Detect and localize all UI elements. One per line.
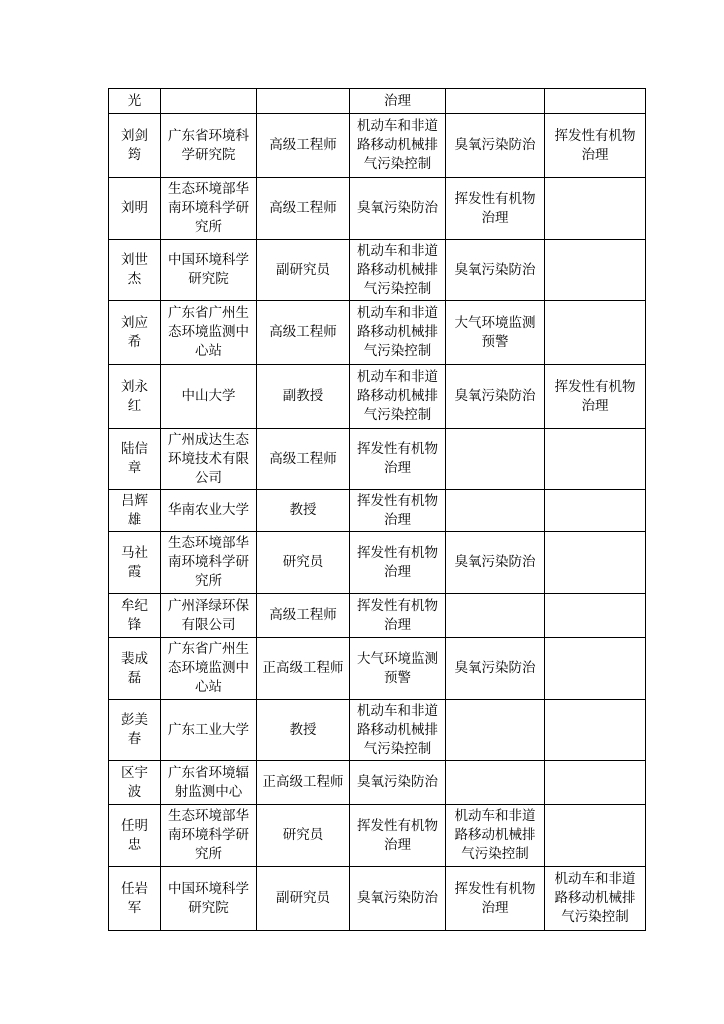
expert-name: 刘应 希 (121, 314, 148, 350)
expert-name: 牟纪 锋 (121, 597, 148, 633)
table-row (109, 532, 646, 594)
expert-name: 彭美 春 (121, 712, 148, 747)
field-3-cell (545, 594, 646, 638)
job-title: 教授 (289, 502, 317, 518)
organization-cell (161, 365, 257, 429)
job-title-cell (257, 429, 350, 490)
organization-cell (161, 490, 257, 532)
organization: 中山大学 (181, 388, 236, 404)
organization: 生态环境部华 南环境科学研 究所 (168, 808, 249, 862)
organization: 广东工业大学 (168, 721, 249, 738)
table-row (109, 365, 646, 429)
field-3-cell (545, 89, 646, 114)
job-title: 研究员 (282, 554, 324, 570)
field-3-cell (545, 490, 646, 532)
organization: 中国环境科学 研究院 (168, 880, 249, 916)
expert-name: 刘剑 筠 (121, 127, 148, 163)
field-3-cell (545, 700, 646, 761)
table-row (109, 240, 646, 301)
organization-cell (161, 700, 257, 761)
job-title-cell (257, 490, 350, 532)
field-1-cell (350, 700, 446, 761)
field-2: 臭氧污染防治 (454, 261, 536, 278)
organization-cell (161, 301, 257, 365)
field-2-cell (446, 700, 545, 761)
table-row (109, 490, 646, 532)
field-2-cell (446, 365, 545, 429)
organization-cell (161, 429, 257, 490)
organization: 生态环境部华 南环境科学研 究所 (168, 535, 249, 589)
job-title: 高级工程师 (269, 137, 337, 153)
field-1: 臭氧污染防治 (357, 200, 438, 216)
field-1-cell (350, 365, 446, 429)
field-1-cell (350, 532, 446, 594)
field-3-cell (545, 761, 646, 805)
job-title-cell (257, 638, 350, 700)
organization: 华南农业大学 (168, 502, 249, 518)
expert-name-cell (109, 867, 161, 931)
field-2-cell (446, 594, 545, 638)
organization-cell (161, 761, 257, 805)
field-2-cell (446, 178, 545, 240)
job-title-cell (257, 89, 350, 114)
table-row (109, 114, 646, 178)
field-3: 挥发性有机物 治理 (554, 127, 636, 163)
job-title: 教授 (289, 721, 317, 738)
field-3: 机动车和非道 路移动机械排 气污染控制 (554, 871, 636, 925)
field-1: 大气环境监测 预警 (357, 650, 438, 686)
field-2: 臭氧污染防治 (454, 137, 536, 153)
field-3-cell (545, 301, 646, 365)
organization-cell (161, 638, 257, 700)
organization: 广东省广州生 态环境监测中 心站 (168, 305, 249, 359)
field-2-cell (446, 114, 545, 178)
job-title: 高级工程师 (269, 324, 337, 340)
field-1-cell (350, 805, 446, 867)
job-title: 正高级工程师 (262, 774, 344, 790)
field-1: 挥发性有机物 治理 (357, 597, 438, 633)
expert-name: 裴成 磊 (121, 650, 148, 686)
organization-cell (161, 867, 257, 931)
field-1-cell (350, 240, 446, 301)
field-2-cell (446, 490, 545, 532)
field-1: 机动车和非道 路移动机械排 气污染控制 (357, 702, 438, 757)
field-3-cell (545, 178, 646, 240)
expert-name-cell (109, 429, 161, 490)
job-title-cell (257, 240, 350, 301)
table-row (109, 301, 646, 365)
field-2: 挥发性有机物 治理 (454, 190, 536, 226)
expert-name: 区宇 波 (121, 764, 148, 800)
field-3-cell (545, 805, 646, 867)
table-row (109, 429, 646, 490)
expert-name: 任岩 军 (121, 880, 148, 916)
field-1: 臭氧污染防治 (357, 774, 438, 790)
expert-table (108, 88, 646, 931)
expert-name: 吕辉 雄 (121, 492, 148, 528)
field-2-cell (446, 532, 545, 594)
field-3-cell (545, 429, 646, 490)
field-1: 治理 (384, 92, 411, 109)
expert-name: 任明 忠 (121, 817, 148, 853)
organization: 广东省环境辐 射监测中心 (168, 764, 249, 800)
organization-cell (161, 805, 257, 867)
field-2-cell (446, 301, 545, 365)
field-3-cell (545, 638, 646, 700)
table-row (109, 594, 646, 638)
table-row (109, 178, 646, 240)
job-title-cell (257, 700, 350, 761)
organization-cell (161, 89, 257, 114)
job-title: 高级工程师 (269, 450, 337, 467)
organization: 广东省广州生 态环境监测中 心站 (168, 641, 249, 695)
organization-cell (161, 114, 257, 178)
field-3-cell (545, 532, 646, 594)
field-1: 机动车和非道 路移动机械排 气污染控制 (357, 242, 438, 297)
expert-name: 刘明 (121, 200, 148, 216)
organization-cell (161, 178, 257, 240)
job-title: 研究员 (282, 827, 324, 843)
field-2: 机动车和非道 路移动机械排 气污染控制 (454, 808, 536, 862)
expert-name-cell (109, 240, 161, 301)
field-1: 臭氧污染防治 (357, 890, 438, 906)
job-title-cell (257, 805, 350, 867)
table-row (109, 805, 646, 867)
job-title-cell (257, 761, 350, 805)
job-title: 高级工程师 (269, 200, 337, 216)
job-title-cell (257, 365, 350, 429)
field-2-cell (446, 867, 545, 931)
field-2: 臭氧污染防治 (454, 554, 536, 570)
job-title-cell (257, 114, 350, 178)
field-2-cell (446, 429, 545, 490)
expert-name-cell (109, 490, 161, 532)
field-1: 机动车和非道 路移动机械排 气污染控制 (357, 118, 438, 172)
field-2-cell (446, 761, 545, 805)
expert-name-cell (109, 805, 161, 867)
field-1: 挥发性有机物 治理 (357, 544, 438, 580)
field-1-cell (350, 594, 446, 638)
expert-name: 陆信 章 (121, 441, 148, 476)
job-title: 副教授 (282, 388, 324, 404)
expert-name: 刘永 红 (121, 378, 148, 414)
expert-name-cell (109, 114, 161, 178)
field-2-cell (446, 638, 545, 700)
expert-name-cell (109, 301, 161, 365)
expert-name-cell (109, 761, 161, 805)
field-1-cell (350, 638, 446, 700)
job-title-cell (257, 178, 350, 240)
field-2-cell (446, 89, 545, 114)
field-1-cell (350, 89, 446, 114)
job-title: 副研究员 (276, 890, 330, 906)
field-2: 臭氧污染防治 (454, 660, 536, 676)
organization: 中国环境科学 研究院 (168, 252, 249, 287)
expert-name: 刘世 杰 (121, 252, 148, 287)
job-title-cell (257, 594, 350, 638)
field-2: 大气环境监测 预警 (454, 314, 536, 350)
expert-name-cell (109, 638, 161, 700)
table-row (109, 867, 646, 931)
field-3-cell (545, 114, 646, 178)
field-1: 机动车和非道 路移动机械排 气污染控制 (357, 369, 438, 423)
expert-table-body (109, 89, 646, 931)
field-1: 挥发性有机物 治理 (357, 441, 438, 476)
field-3: 挥发性有机物 治理 (554, 378, 636, 414)
expert-name: 马社 霞 (121, 544, 148, 580)
field-1-cell (350, 114, 446, 178)
organization: 广州成达生态 环境技术有限 公司 (168, 431, 249, 486)
table-row (109, 638, 646, 700)
organization: 生态环境部华 南环境科学研 究所 (168, 181, 249, 235)
table-row (109, 89, 646, 114)
field-1-cell (350, 178, 446, 240)
organization: 广东省环境科 学研究院 (168, 127, 249, 163)
field-1-cell (350, 301, 446, 365)
table-row (109, 700, 646, 761)
expert-name-cell (109, 365, 161, 429)
job-title-cell (257, 867, 350, 931)
expert-name-cell (109, 178, 161, 240)
organization-cell (161, 240, 257, 301)
expert-name-cell (109, 89, 161, 114)
organization-cell (161, 532, 257, 594)
field-3-cell (545, 240, 646, 301)
field-1-cell (350, 490, 446, 532)
field-1-cell (350, 429, 446, 490)
table-row (109, 761, 646, 805)
field-2-cell (446, 805, 545, 867)
job-title-cell (257, 301, 350, 365)
expert-name: 光 (127, 92, 142, 109)
field-2: 挥发性有机物 治理 (454, 880, 536, 916)
job-title-cell (257, 532, 350, 594)
expert-name-cell (109, 700, 161, 761)
expert-name-cell (109, 594, 161, 638)
field-1-cell (350, 867, 446, 931)
field-2: 臭氧污染防治 (454, 388, 536, 404)
field-2-cell (446, 240, 545, 301)
job-title: 正高级工程师 (262, 660, 344, 676)
field-1: 挥发性有机物 治理 (357, 492, 438, 528)
field-1: 机动车和非道 路移动机械排 气污染控制 (357, 305, 438, 359)
organization: 广州泽绿环保 有限公司 (168, 597, 249, 633)
expert-name-cell (109, 532, 161, 594)
field-1-cell (350, 761, 446, 805)
organization-cell (161, 594, 257, 638)
field-3-cell (545, 867, 646, 931)
job-title: 高级工程师 (269, 607, 337, 623)
field-1: 挥发性有机物 治理 (357, 817, 438, 853)
field-3-cell (545, 365, 646, 429)
job-title: 副研究员 (276, 261, 330, 278)
